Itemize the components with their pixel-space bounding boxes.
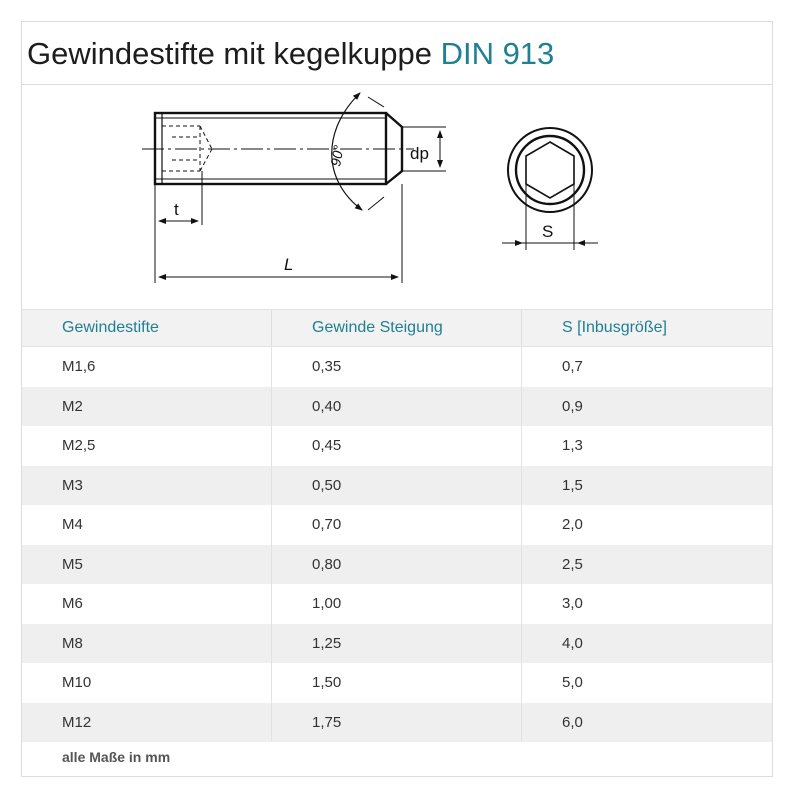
- drawing-svg: [22, 85, 772, 309]
- cell-size: M4: [22, 505, 272, 545]
- cell-size: M6: [22, 584, 272, 624]
- header-steigung: Gewinde Steigung: [272, 310, 522, 346]
- title-main: Gewindestifte mit kegelkuppe: [27, 36, 432, 71]
- table-header-row: [22, 309, 772, 347]
- angle-label: 90°: [327, 143, 347, 168]
- cell-pitch: 0,45: [272, 426, 522, 466]
- dim-S-label: S: [542, 222, 554, 241]
- cell-hex: 0,7: [562, 358, 583, 376]
- cell-pitch: 0,40: [272, 387, 522, 427]
- cell-hex: 3,0: [562, 595, 583, 613]
- cell-size: M10: [22, 663, 272, 703]
- cell-pitch: 1,00: [272, 584, 522, 624]
- table-row: [22, 584, 772, 624]
- table-row: [22, 624, 772, 664]
- cell-hex: 5,0: [562, 674, 583, 692]
- cell-hex: 0,9: [562, 397, 583, 415]
- technical-drawing: [22, 85, 772, 309]
- dim-t-label: t: [174, 200, 179, 219]
- table-row: [22, 703, 772, 743]
- table-row: [22, 426, 772, 466]
- header-gewindestifte: Gewindestifte: [22, 310, 272, 346]
- header-inbus: S [Inbusgröße]: [562, 319, 667, 336]
- spec-table: [22, 309, 772, 742]
- cell-pitch: 1,25: [272, 624, 522, 664]
- cell-size: M2,5: [22, 426, 272, 466]
- table-row: [22, 347, 772, 387]
- cell-size: M1,6: [22, 347, 272, 387]
- cell-size: M12: [22, 703, 272, 743]
- cell-size: M8: [22, 624, 272, 664]
- units-note: alle Maße in mm: [62, 749, 171, 765]
- table-row: [22, 387, 772, 427]
- cell-pitch: 1,50: [272, 663, 522, 703]
- cell-hex: 1,5: [562, 476, 583, 494]
- table-row: [22, 545, 772, 585]
- table-body: [22, 347, 772, 742]
- dim-L-label: L: [284, 255, 294, 274]
- table-row: [22, 505, 772, 545]
- cell-pitch: 1,75: [272, 703, 522, 743]
- title-bar: [22, 22, 772, 85]
- table-row: [22, 466, 772, 506]
- cell-hex: 6,0: [562, 713, 583, 731]
- cell-hex: 1,3: [562, 437, 583, 455]
- cell-size: M5: [22, 545, 272, 585]
- cell-pitch: 0,70: [272, 505, 522, 545]
- cell-hex: 2,0: [562, 516, 583, 534]
- cell-pitch: 0,35: [272, 347, 522, 387]
- title-accent: DIN 913: [440, 36, 555, 71]
- cell-hex: 2,5: [562, 555, 583, 573]
- cell-size: M3: [22, 466, 272, 506]
- cell-hex: 4,0: [562, 634, 583, 652]
- cell-size: M2: [22, 387, 272, 427]
- dim-dp-label: dp: [410, 144, 429, 163]
- cell-pitch: 0,80: [272, 545, 522, 585]
- table-row: [22, 663, 772, 703]
- cell-pitch: 0,50: [272, 466, 522, 506]
- page-title: [27, 36, 554, 72]
- product-frame: [21, 21, 773, 777]
